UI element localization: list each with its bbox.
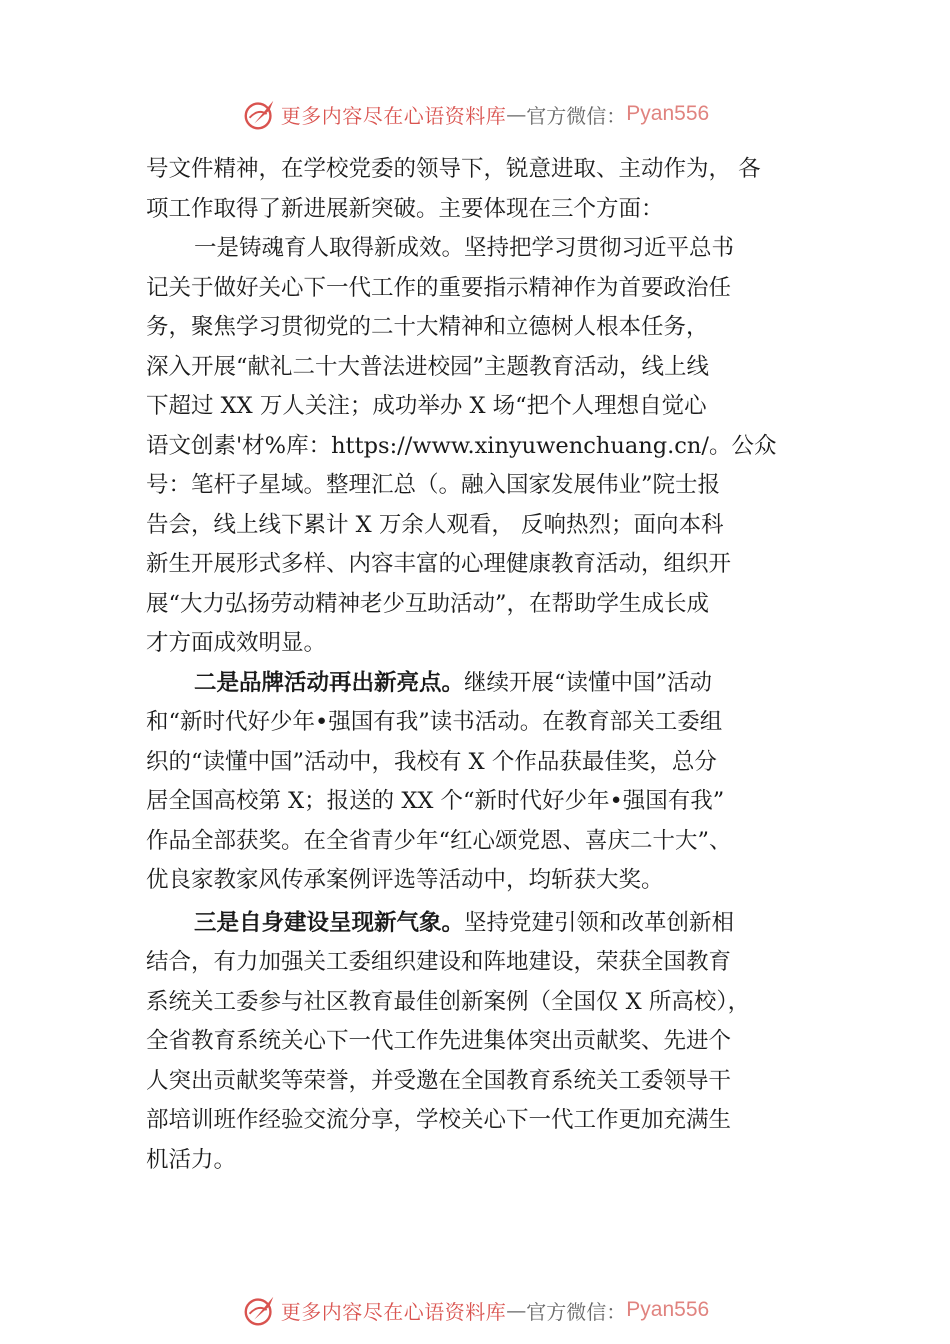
document-body <box>146 150 826 1180</box>
text-line: 作品全部获奖。在全省青少年“红心颂党恩、喜庆二十大”、 <box>146 827 732 854</box>
text-line: 新生开展形式多样、内容丰富的心理健康教育活动，组织开 <box>146 551 732 577</box>
text-line: 告会，线上线下累计 X 万余人观看， 反响热烈；面向本科 <box>146 511 724 538</box>
text-line: 系统关工委参与社区教育最佳创新案例（全国仅 X 所高校）， <box>146 988 751 1015</box>
banner-main-text: 更多内容尽在心语资料库 <box>280 1299 507 1324</box>
text-span: 继续开展“读懂中国”活动 <box>464 669 713 696</box>
text-line: 语文创素'材%库：https://www.xinyuwenchuang.cn/。公众 <box>146 432 777 459</box>
paragraph-heading: 二是品牌活动再出新亮点。 <box>194 669 465 696</box>
text-line: 展“大力弘扬劳动精神老少互助活动”，在帮助学生成长成 <box>146 590 710 617</box>
banner-main-text: 更多内容尽在心语资料库 <box>280 103 507 128</box>
text-line <box>146 904 826 944</box>
text-line: 居全国高校第 X；报送的 XX 个“新时代好少年•强国有我” <box>146 788 725 814</box>
text-line: 项工作取得了新进展新突破。主要体现在三个方面： <box>146 195 664 222</box>
paragraph-intro <box>146 150 826 229</box>
text-line: 织的“读懂中国”活动中，我校有 X 个作品获最佳奖，总分 <box>146 748 717 775</box>
text-span: 坚持党建引领和改革创新相 <box>464 909 735 936</box>
quill-logo-icon <box>241 1291 279 1329</box>
banner-sub-text: 官方微信： <box>526 1299 627 1324</box>
text-line: 务，聚焦学习贯彻党的二十大精神和立德树人根本任务， <box>146 314 709 340</box>
text-line <box>146 664 826 704</box>
quill-logo-icon <box>241 95 279 133</box>
paragraph-one <box>146 229 826 664</box>
text-line: 和“新时代好少年•强国有我”读书活动。在教育部关工委组 <box>146 709 723 735</box>
text-line: 机活力。 <box>146 1146 237 1173</box>
banner-dash: — <box>506 102 527 126</box>
header-banner <box>0 94 950 134</box>
paragraph-two <box>146 664 826 901</box>
text-line: 深入开展“献礼二十大普法进校园”主题教育活动，线上线 <box>146 353 710 380</box>
text-line: 结合，有力加强关工委组织建设和阵地建设，荣获全国教育 <box>146 949 732 975</box>
paragraph-heading: 三是自身建设呈现新气象。 <box>194 909 465 936</box>
banner-dash: — <box>506 1298 527 1322</box>
text-line: 下超过 XX 万人关注；成功举办 X 场“把个人理想自觉心 <box>146 393 707 419</box>
text-line: 号文件精神，在学校党委的领导下，锐意进取、主动作为， 各 <box>146 156 761 182</box>
banner-sub-text: 官方微信： <box>526 103 627 128</box>
text-line: 号：笔杆子星域。整理汇总（。融入国家发展伟业”院士报 <box>146 472 721 498</box>
text-line: 全省教育系统关心下一代工作先进集体突出贡献奖、先进个 <box>146 1028 732 1054</box>
text-line: 记关于做好关心下一代工作的重要指示精神作为首要政治任 <box>146 274 732 301</box>
footer-banner <box>0 1290 950 1330</box>
paragraph-three <box>146 904 826 1181</box>
text-line: 人突出贡献奖等荣誉，并受邀在全国教育系统关工委领导干 <box>146 1067 732 1094</box>
banner-wechat-id: Pyan556 <box>626 102 710 125</box>
text-line: 才方面成效明显。 <box>146 630 327 656</box>
text-line: 部培训班作经验交流分享，学校关心下一代工作更加充满生 <box>146 1107 732 1133</box>
text-line: 一是铸魂育人取得新成效。坚持把学习贯彻习近平总书 <box>194 235 735 261</box>
banner-wechat-id: Pyan556 <box>626 1298 710 1321</box>
text-line: 优良家教家风传承案例评选等活动中，均斩获大奖。 <box>146 867 664 893</box>
